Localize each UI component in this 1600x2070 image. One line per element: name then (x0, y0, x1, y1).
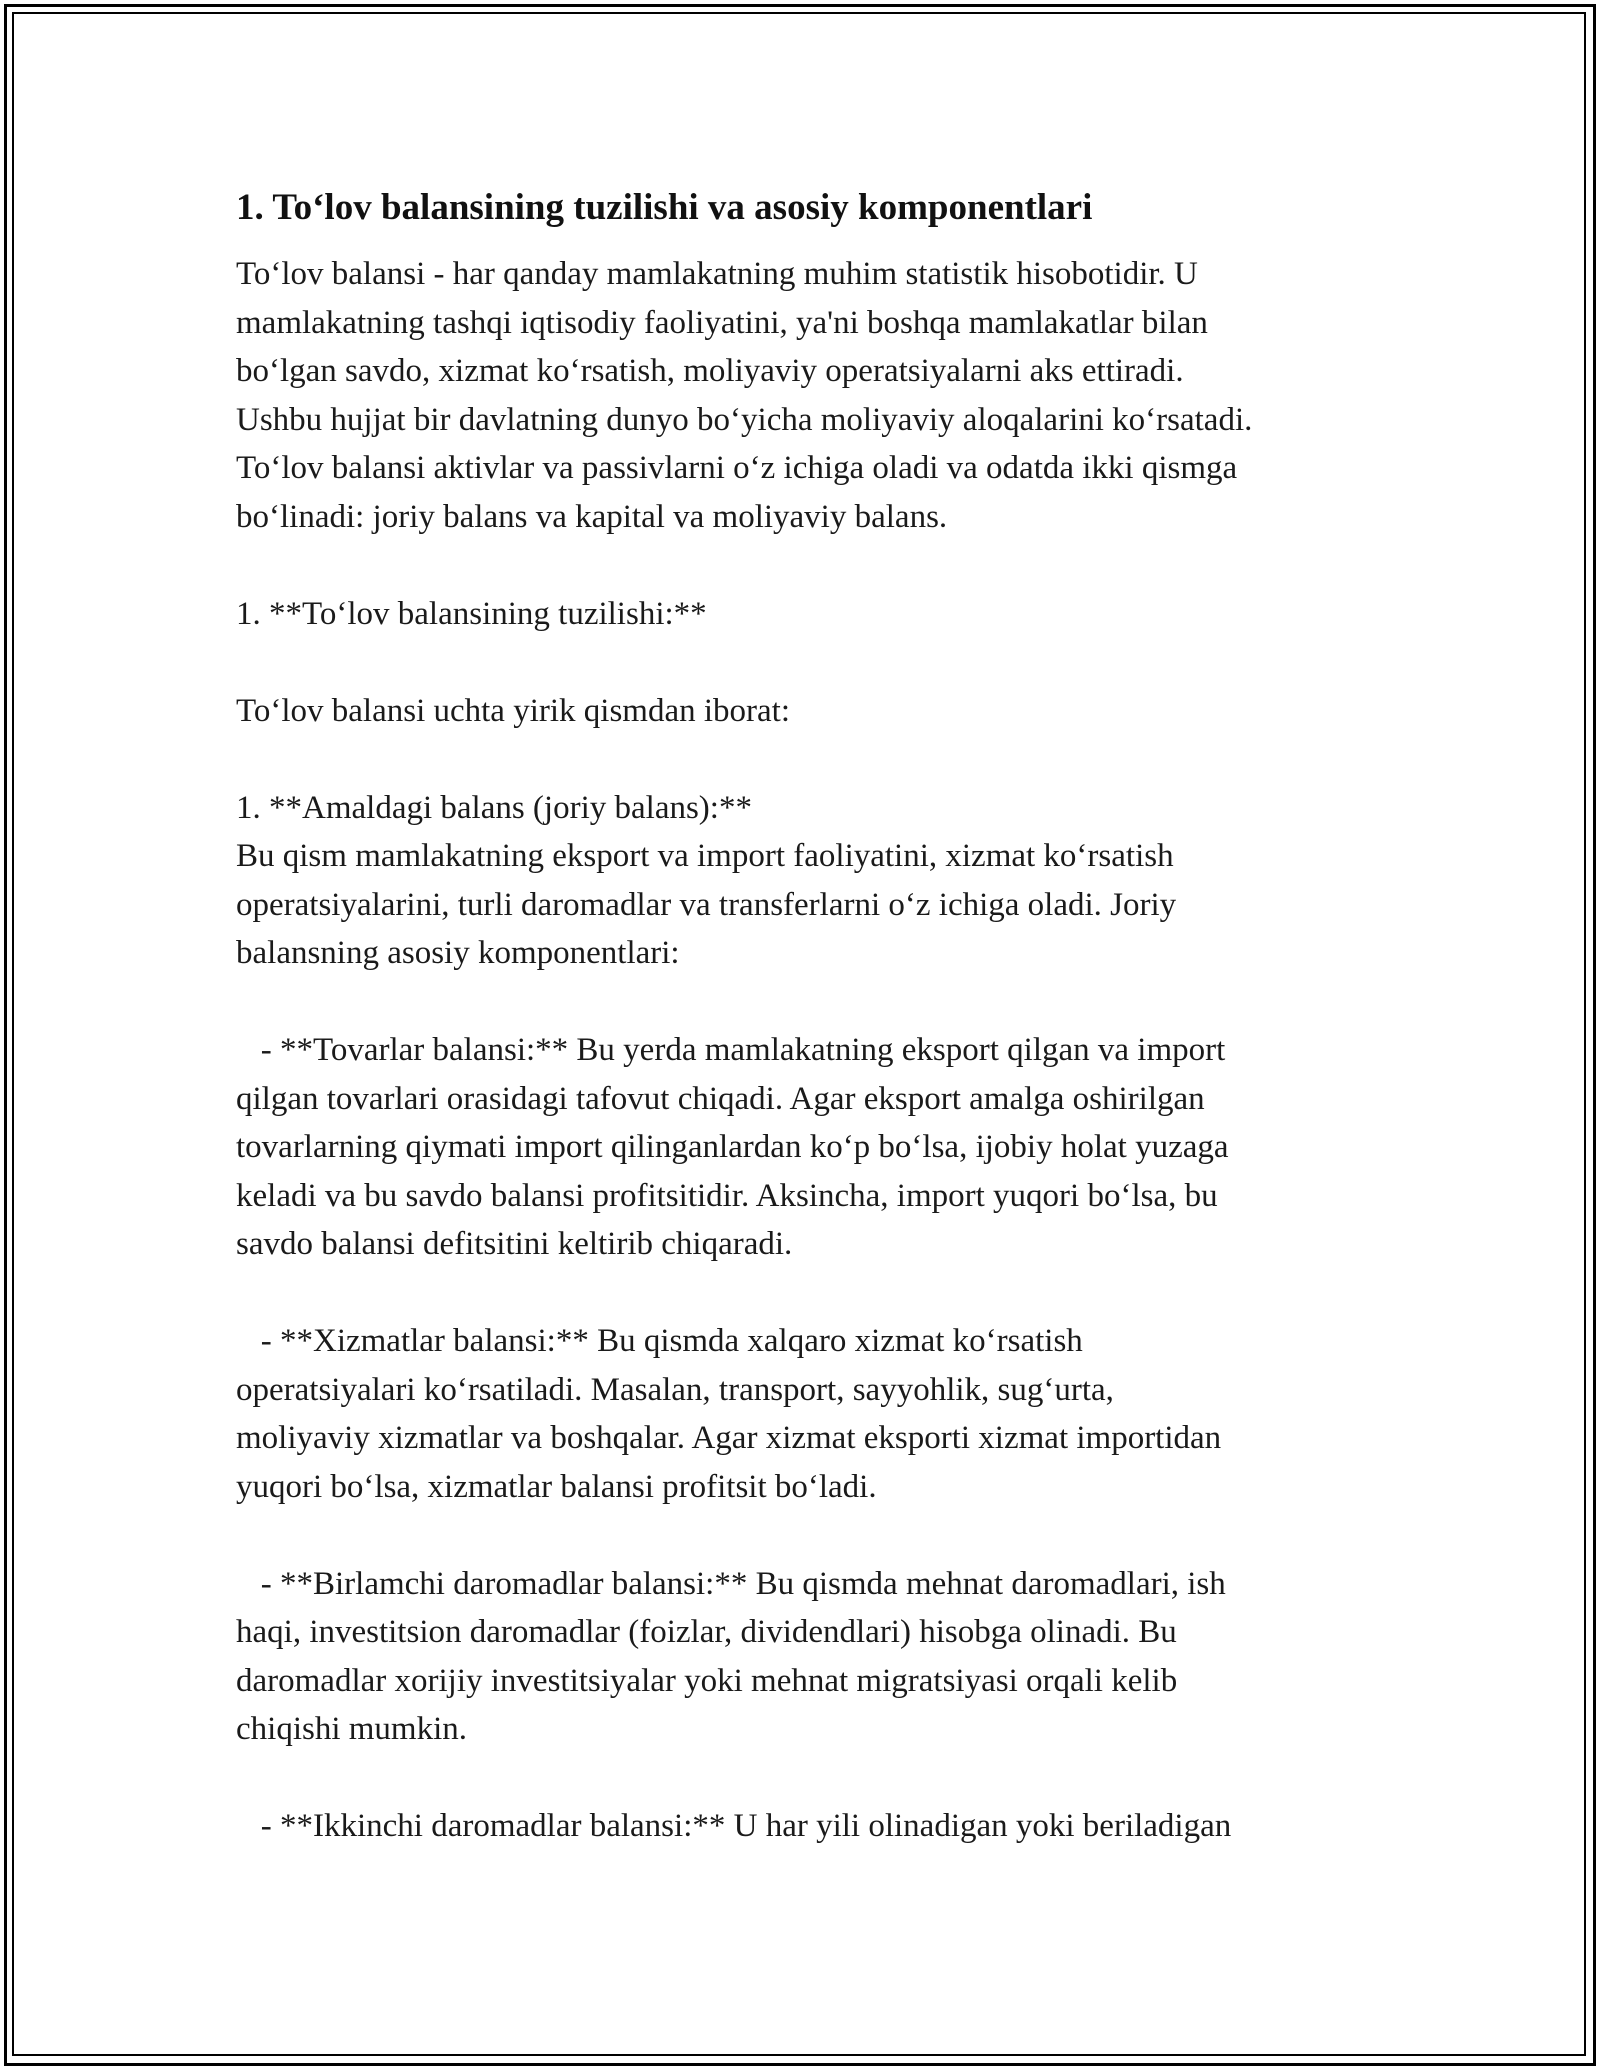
text-line: operatsiyalarini, turli daromadlar va transferlarni o‘z ichiga oladi. Joriy (236, 886, 1177, 923)
document-paragraphs (236, 250, 1396, 1851)
paragraph-gap (236, 1754, 1396, 1803)
document-body (236, 186, 1396, 1851)
text-line: To‘lov balansi aktivlar va passivlarni o‘z ichiga oladi va odatda ikki qismga (236, 450, 1238, 486)
section-heading: 1. To‘lov balansining tuzilishi va asosiy komponentlari (236, 187, 1093, 228)
text-line: To‘lov balansi uchta yirik qismdan iborat: (236, 692, 790, 729)
paragraph (236, 784, 1396, 978)
paragraph-gap (236, 541, 1396, 590)
paragraph-gap (236, 1511, 1396, 1560)
text-line: mamlakatning tashqi iqtisodiy faoliyatini, ya'ni boshqa mamlakatlar bilan (236, 304, 1208, 341)
paragraph (236, 590, 1396, 639)
text-line: Bu qism mamlakatning eksport va import faoliyatini, xizmat ko‘rsatish (236, 838, 1174, 874)
text-line: - **Ikkinchi daromadlar balansi:** U har yili olinadigan yoki beriladigan (236, 1808, 1232, 1844)
paragraph-gap (236, 735, 1396, 784)
paragraph (236, 1802, 1396, 1851)
text-line: tovarlarning qiymati import qilinganlardan ko‘p bo‘lsa, ijobiy holat yuzaga (236, 1129, 1229, 1165)
text-line: 1. **To‘lov balansining tuzilishi:** (236, 595, 707, 632)
text-line: savdo balansi defitsitini keltirib chiqaradi. (236, 1226, 793, 1262)
text-line: keladi va bu savdo balansi profitsitidir. Aksincha, import yuqori bo‘lsa, bu (236, 1177, 1218, 1214)
text-line: chiqishi mumkin. (236, 1711, 467, 1747)
text-line: haqi, investitsion daromadlar (foizlar, dividendlari) hisobga olinadi. Bu (236, 1614, 1177, 1650)
paragraph (236, 1026, 1396, 1269)
paragraph (236, 687, 1396, 736)
text-line: - **Birlamchi daromadlar balansi:** Bu qismda mehnat daromadlari, ish (236, 1565, 1226, 1602)
paragraph (236, 1317, 1396, 1511)
text-line: balansning asosiy komponentlari: (236, 935, 680, 971)
text-line: - **Xizmatlar balansi:** Bu qismda xalqaro xizmat ko‘rsatish (236, 1323, 1083, 1359)
text-line: moliyaviy xizmatlar va boshqalar. Agar xizmat eksporti xizmat importidan (236, 1420, 1222, 1456)
text-line: Ushbu hujjat bir davlatning dunyo bo‘yicha moliyaviy aloqalarini ko‘rsatadi. (236, 401, 1253, 438)
text-line: To‘lov balansi - har qanday mamlakatning muhim statistik hisobotidir. U (236, 256, 1198, 292)
text-line: operatsiyalari ko‘rsatiladi. Masalan, transport, sayyohlik, sug‘urta, (236, 1371, 1114, 1408)
text-line: 1. **Amaldagi balans (joriy balans):** (236, 789, 752, 826)
paragraph (236, 250, 1396, 541)
paragraph-gap (236, 978, 1396, 1027)
text-line: qilgan tovarlari orasidagi tafovut chiqadi. Agar eksport amalga oshirilgan (236, 1080, 1205, 1117)
text-line: - **Tovarlar balansi:** Bu yerda mamlakatning eksport qilgan va import (236, 1032, 1226, 1068)
paragraph-gap (236, 638, 1396, 687)
text-line: bo‘lgan savdo, xizmat ko‘rsatish, moliyaviy operatsiyalarni aks ettiradi. (236, 353, 1184, 389)
text-line: yuqori bo‘lsa, xizmatlar balansi profitsit bo‘ladi. (236, 1468, 877, 1505)
paragraph (236, 1560, 1396, 1754)
paragraph-gap (236, 1269, 1396, 1318)
text-line: daromadlar xorijiy investitsiyalar yoki mehnat migratsiyasi orqali kelib (236, 1662, 1178, 1699)
text-line: bo‘linadi: joriy balans va kapital va moliyaviy balans. (236, 498, 948, 535)
